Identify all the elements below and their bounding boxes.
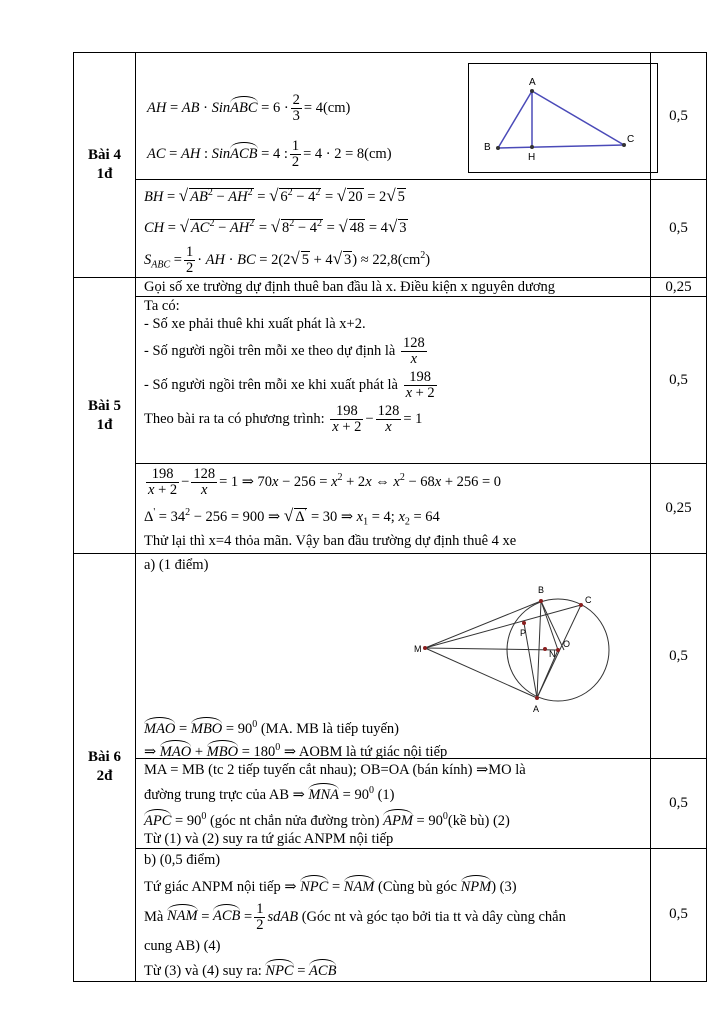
bai4-area-formula: $S_{ABC}$ = $\frac{1}{2}$ · AH · BC = 2(2√ 5 + 4√ $3) \approx 22,8(cm^2)$ bbox=[144, 244, 431, 276]
secant-mc bbox=[425, 605, 581, 648]
point-h bbox=[530, 145, 534, 149]
label-o: O bbox=[563, 639, 571, 649]
bai6-a-line-2: ⇒ MAO + MBO = $180^0$ ⇒ AOBM là tứ giác nội tiếp bbox=[144, 739, 447, 761]
bai6-content-1 bbox=[136, 554, 651, 759]
bai5-conclusion: Thử lại thì x=4 thỏa mãn. Vậy ban đầu trường dự định thuê 4 xe bbox=[144, 532, 517, 549]
bai4-ac-formula: AC = AH : SinACB = 4 : $\frac{1}{2}$ = 4 · 2 = 8(cm) bbox=[147, 138, 392, 170]
point-a bbox=[535, 696, 539, 700]
bai5-score: 1đ bbox=[96, 416, 113, 433]
bai5-eq-1: $\frac{198}{x + 2}$ − $\frac{128}{x}$ = 1 ⇒ $70x - 256 = x^2 + 2x$ ⇔ $x^2 - 68x + 256 = 0$ bbox=[148, 466, 502, 498]
bai5-points-1: 0,25 bbox=[651, 278, 707, 297]
point-o bbox=[556, 648, 560, 652]
bai4-row-1 bbox=[74, 53, 707, 180]
bai6-c-line-2: Mà NAM = ACB = $\frac{1}{2}$ sdAB (Góc nt và góc tạo bởi tia tt và dây cùng chắn bbox=[144, 900, 566, 933]
bai6-b-line-3: APC = $90^0$ (góc nt chắn nửa đường tròn) APM = $90^0(kề$ bù) (2) bbox=[144, 808, 650, 830]
point-c bbox=[622, 143, 626, 147]
bai6-a-line-1: MAO = MBO = $90^0$ (MA. MB là tiếp tuyến) bbox=[144, 716, 399, 738]
bai6-points-1: 0,5 bbox=[651, 554, 707, 759]
bai6-row-2 bbox=[74, 759, 707, 849]
radius-ob bbox=[541, 601, 558, 650]
label-c: C bbox=[585, 595, 592, 605]
bai4-points-2: 0,5 bbox=[651, 180, 707, 278]
bai5-row-2 bbox=[74, 297, 707, 464]
bai4-ah-formula: AH = AB · SinABC = 6 · $\frac{2}{3}$ = 4(cm) bbox=[147, 92, 351, 124]
bai6-content-3 bbox=[136, 848, 651, 981]
label-n: N bbox=[549, 649, 556, 659]
bai6-b-line-2: đường trung trực của AB ⇒ MNA = $90^0$ (1) bbox=[144, 782, 650, 804]
bai5-label: Bài 5 bbox=[88, 397, 121, 414]
bai4-content-2 bbox=[136, 180, 651, 278]
segment-bn bbox=[541, 601, 564, 650]
bai6-c-line-3: cung AB) (4) bbox=[144, 937, 221, 954]
bai5-line-3: - Số người ngồi trên mỗi xe khi xuất phát là $\frac{198}{x + 2}$ bbox=[144, 369, 435, 401]
label-c: C bbox=[627, 134, 635, 145]
bai6-content-2 bbox=[136, 759, 651, 849]
bai5-line-2: - Số người ngồi trên mỗi xe theo dự định là $\frac{128}{x}$ bbox=[144, 335, 425, 367]
bai6-c-line-4: Từ (3) và (4) suy ra: NPC = ACB bbox=[144, 959, 650, 980]
point-m bbox=[423, 646, 427, 650]
bai5-content-2 bbox=[136, 297, 651, 464]
label-m: M bbox=[414, 644, 422, 654]
label-p: P bbox=[520, 628, 527, 638]
side-bc bbox=[498, 145, 624, 148]
bai4-bh-formula: BH = √ $AB^2 - AH^2$ = √ $6^2 - 4^2$ = √ 20 = 2√ 5 bbox=[144, 185, 405, 205]
label-h: H bbox=[528, 152, 536, 163]
bai4-ah-result: = 4(cm) bbox=[303, 99, 351, 116]
bai6-part-a-title: a) (1 điểm) bbox=[144, 557, 209, 573]
bai4-ac-result: = 4 · 2 = 8(cm) bbox=[303, 145, 392, 162]
bai5-label-cell bbox=[74, 278, 136, 554]
point-a bbox=[530, 89, 534, 93]
bai6-c-line-1: Tứ giác ANPM nội tiếp ⇒ NPC = NAM (Cùng bù góc NPM) (3) bbox=[144, 875, 650, 896]
bai5-row-1 bbox=[74, 278, 707, 297]
bai5-intro: Ta có: bbox=[144, 298, 180, 314]
triangle-diagram bbox=[469, 64, 657, 172]
bai6-row-3 bbox=[74, 848, 707, 981]
answer-table bbox=[73, 52, 707, 982]
bai6-label-cell bbox=[74, 554, 136, 982]
segment-mo bbox=[425, 648, 558, 650]
bai6-b-line-1: MA = MB (tc 2 tiếp tuyến cắt nhau); OB=OA (bán kính) ⇒MO là bbox=[144, 762, 526, 778]
tangent-ma bbox=[425, 648, 537, 698]
bai5-row-3 bbox=[74, 464, 707, 554]
point-b bbox=[496, 146, 500, 150]
point-b bbox=[539, 599, 543, 603]
bai5-line-4: Theo bài ra ta có phương trình: $\frac{198}{x + 2}$ − $\frac{128}{x}$ = 1 bbox=[144, 403, 423, 435]
label-a: A bbox=[529, 77, 536, 88]
bai5-line-1: - Số xe phải thuê khi xuất phát là x+2. bbox=[144, 316, 366, 332]
bai6-label: Bài 6 bbox=[88, 749, 121, 766]
bai4-ch-formula: CH = √ $AC^2 - AH^2$ = √ $8^2 - 4^2$ = √ 48 = 4√ 3 bbox=[144, 216, 407, 236]
side-ab bbox=[498, 91, 532, 148]
bai4-points-1: 0,5 bbox=[651, 53, 707, 180]
bai5-eq-2: $\Delta' = 34^2 - 256 = 900$ ⇒ √ Δ' = 30 ⇒ $x_1 = 4$; $x_2 = 64$ bbox=[144, 505, 440, 528]
bai5-content-1 bbox=[136, 278, 651, 297]
bai4-label: Bài 4 bbox=[88, 147, 121, 163]
side-ac bbox=[532, 91, 624, 145]
bai5-condition: Gọi số xe trường dự định thuê ban đầu là x. Điều kiện x nguyên dương bbox=[144, 279, 556, 295]
bai6-score: 2đ bbox=[96, 768, 113, 785]
bai4-row-2 bbox=[74, 180, 707, 278]
bai5-points-3: 0,25 bbox=[651, 464, 707, 554]
bai4-label-cell bbox=[74, 53, 136, 278]
bai6-b-line-4: Từ (1) và (2) suy ra tứ giác ANPM nội tiếp bbox=[144, 830, 394, 847]
point-n bbox=[543, 647, 547, 651]
bai6-part-b-title: b) (0,5 điểm) bbox=[144, 851, 221, 868]
bai6-row-1 bbox=[74, 554, 707, 759]
bai6-points-2: 0,5 bbox=[651, 759, 707, 849]
point-c bbox=[579, 603, 583, 607]
point-p bbox=[522, 621, 526, 625]
label-b: B bbox=[484, 142, 491, 153]
bai6-points-3: 0,5 bbox=[651, 848, 707, 981]
bai5-content-3 bbox=[136, 464, 651, 554]
label-a: A bbox=[533, 704, 540, 714]
triangle-figure bbox=[468, 63, 658, 173]
bai4-score: 1đ bbox=[96, 166, 113, 182]
bai4-content-1 bbox=[136, 53, 651, 180]
label-b: B bbox=[538, 585, 545, 595]
bai5-points-2: 0,5 bbox=[651, 297, 707, 464]
circle-figure bbox=[414, 578, 624, 718]
